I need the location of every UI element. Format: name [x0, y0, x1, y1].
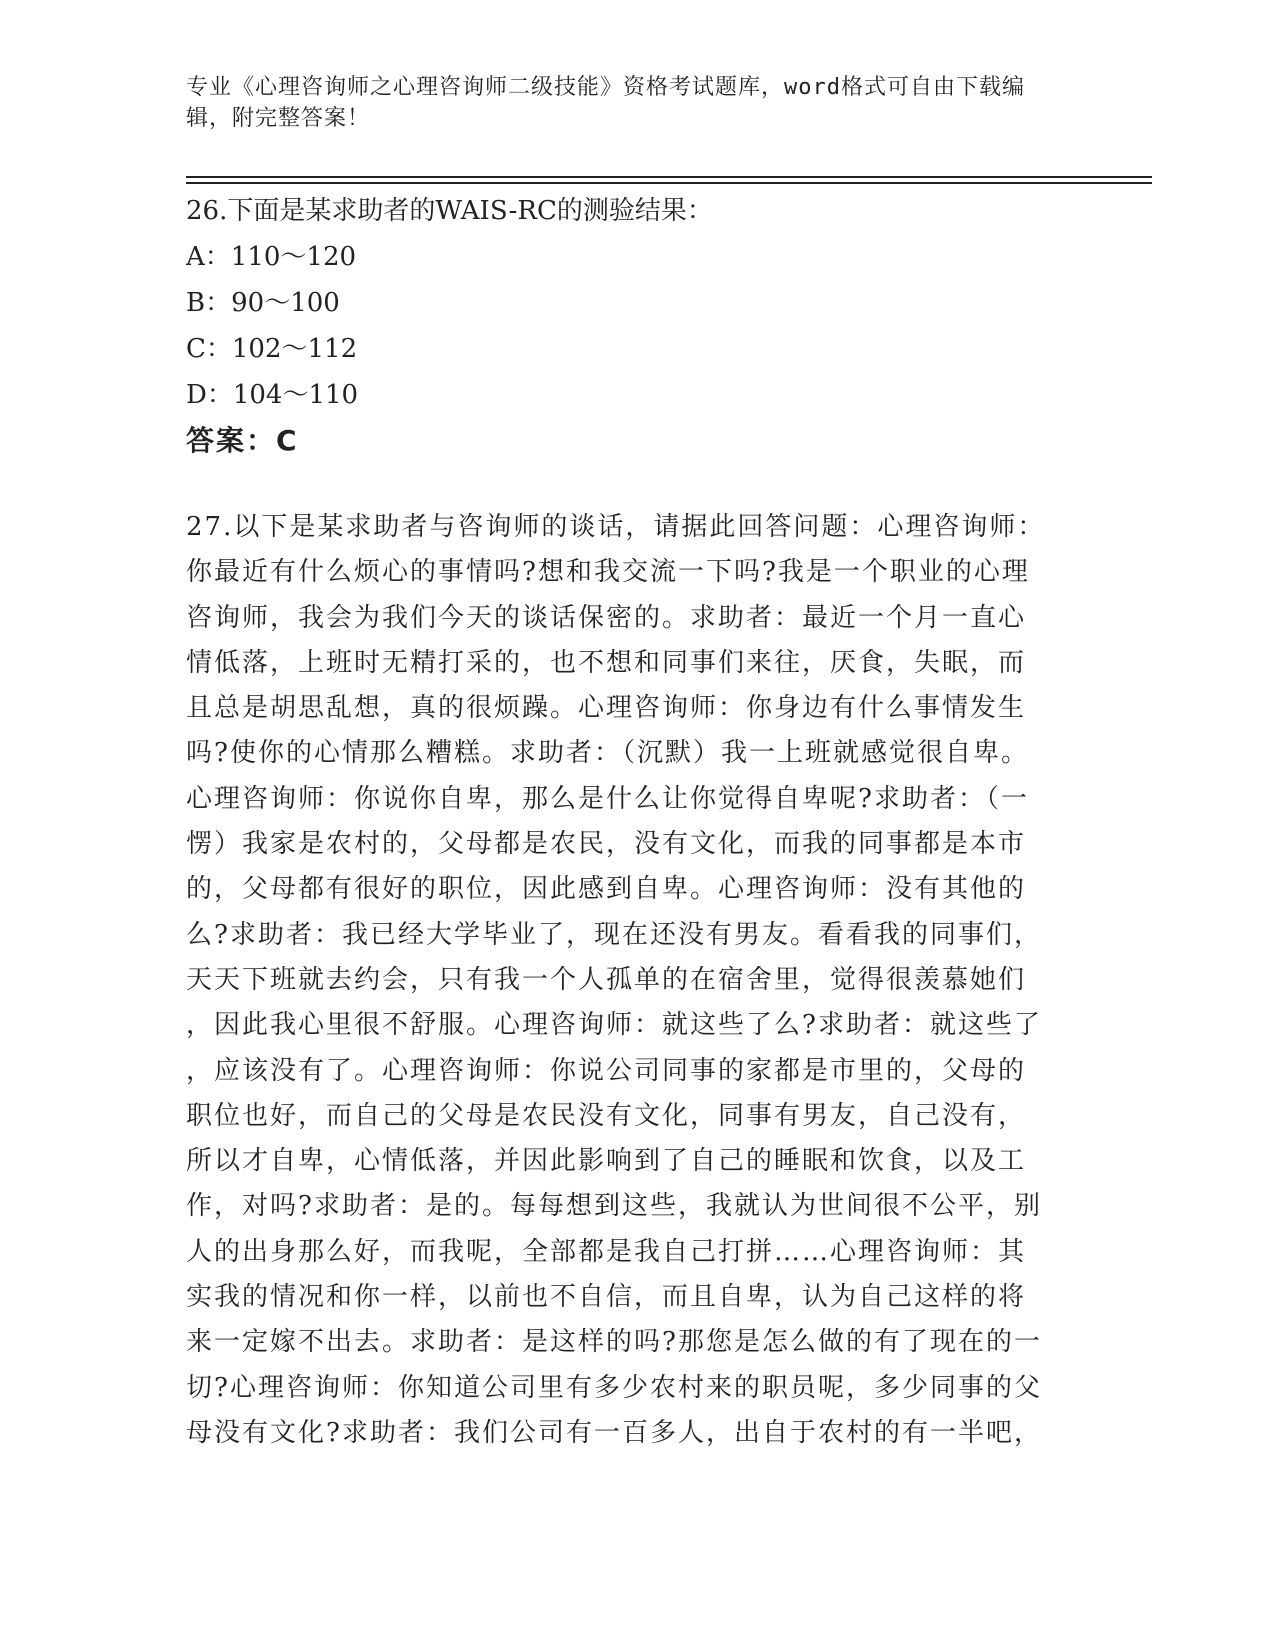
passage-line: 天天下班就去约会，只有我一个人孤单的在宿舍里，觉得很羡慕她们 — [186, 964, 1027, 995]
passage-line: 心理咨询师：你说你自卑，那么是什么让你觉得自卑呢?求助者：（一 — [186, 783, 1029, 814]
passage-line: 且总是胡思乱想，真的很烦躁。心理咨询师：你身边有什么事情发生 — [186, 693, 1027, 724]
option-a: A：110～120 — [186, 242, 357, 272]
document-header: 专业《心理咨询师之心理咨询师二级技能》资格考试题库，word格式可自由下载编辑，附完整答案！ — [186, 75, 1025, 131]
header-divider-bottom — [186, 182, 1152, 184]
passage-line: 来一定嫁不出去。求助者：是这样的吗?那您是怎么做的有了现在的一 — [186, 1327, 1042, 1358]
passage-line: ，应该没有了。心理咨询师：你说公司同事的家都是市里的，父母的 — [186, 1055, 1027, 1086]
question-27 — [186, 505, 1076, 1456]
passage-line: 职位也好，而自己的父母是农民没有文化，同事有男友，自己没有， — [186, 1100, 1027, 1131]
passage-line: 作，对吗?求助者：是的。每每想到这些，我就认为世间很不公平，别 — [186, 1191, 1042, 1222]
passage-line: 情低落，上班时无精打采的，也不想和同事们来往，厌食，失眠，而 — [186, 647, 1027, 678]
passage-line: 的，父母都有很好的职位，因此感到自卑。心理咨询师：没有其他的 — [186, 874, 1027, 905]
passage-line: 实我的情况和你一样，以前也不自信，而且自卑，认为自己这样的将 — [186, 1282, 1027, 1313]
question-stem: 26.下面是某求助者的WAIS-RC的测验结果： — [186, 196, 713, 226]
passage-line: 母没有文化?求助者：我们公司有一百多人，出自于农村的有一半吧， — [186, 1417, 1042, 1448]
header-divider-top — [186, 176, 1152, 178]
option-c: C：102～112 — [186, 334, 358, 364]
passage-line: 咨询师，我会为我们今天的谈话保密的。求助者：最近一个月一直心 — [186, 602, 1027, 633]
answer-label: 答案：C — [186, 424, 299, 457]
passage-line: 人的出身那么好，而我呢，全部都是我自己打拼……心理咨询师：其 — [186, 1236, 1027, 1267]
passage-line: 愣）我家是农村的，父母都是农民，没有文化，而我的同事都是本市 — [186, 829, 1027, 860]
passage-line: 吗?使你的心情那么糟糕。求助者：（沉默）我一上班就感觉很自卑。 — [186, 738, 1029, 769]
option-b: B：90～100 — [186, 288, 340, 318]
passage-line: ，因此我心里很不舒服。心理咨询师：就这些了么?求助者：就这些了 — [186, 1010, 1042, 1041]
passage-line: 所以才自卑，心情低落，并因此影响到了自己的睡眠和饮食，以及工 — [186, 1146, 1027, 1177]
passage-line: 切?心理咨询师：你知道公司里有多少农村来的职员呢，多少同事的父 — [186, 1372, 1042, 1403]
passage-line: 么?求助者：我已经大学毕业了，现在还没有男友。看看我的同事们， — [186, 919, 1042, 950]
passage-line: 27.以下是某求助者与咨询师的谈话，请据此回答问题：心理咨询师： — [186, 512, 1046, 542]
question-26 — [186, 188, 1086, 464]
option-d: D：104～110 — [186, 380, 359, 410]
passage-line: 你最近有什么烦心的事情吗?想和我交流一下吗?我是一个职业的心理 — [186, 557, 1030, 588]
